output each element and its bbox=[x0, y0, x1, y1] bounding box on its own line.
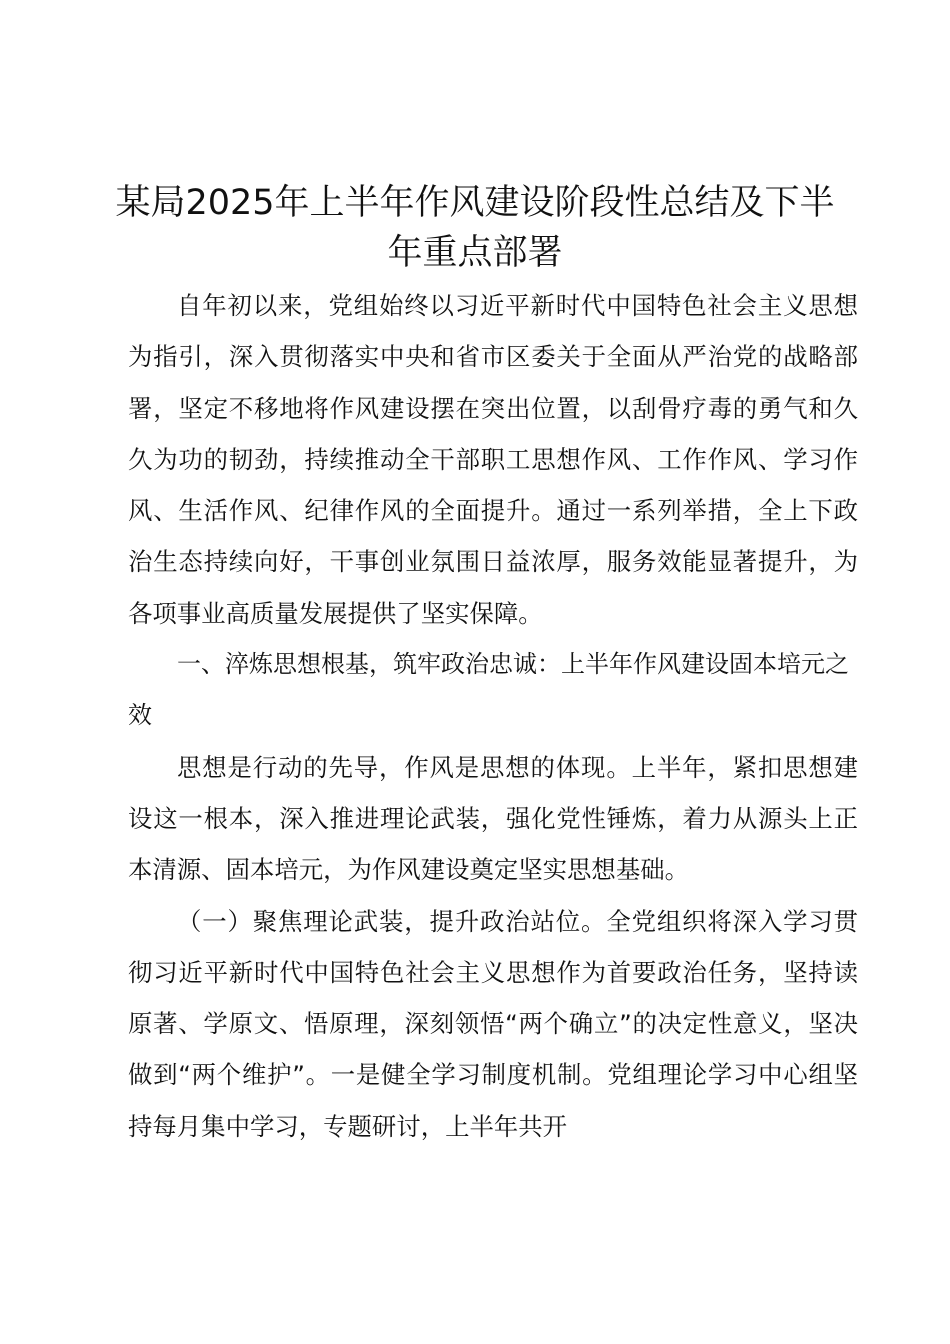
document-body bbox=[128, 280, 858, 1152]
intro-paragraph: 自年初以来，党组始终以习近平新时代中国特色社会主义思想为指引，深入贯彻落实中央和省市区委关于全面从严治党的战略部署，坚定不移地将作风建设摆在突出位置，以刮骨疗毒的勇气和久久为功的韧劲，持续推动全干部职工思想作风、工作作风、学习作风、生活作风、纪律作风的全面提升。通过一系列举措，全上下政治生态持续向好，干事创业氛围日益浓厚，服务效能显著提升，为各项事业高质量发展提供了坚实保障。 bbox=[128, 291, 858, 628]
section-1-paragraph: 思想是行动的先导，作风是思想的体现。上半年，紧扣思想建设这一根本，深入推进理论武装，强化党性锤炼，着力从源头上正本清源、固本培元，为作风建设奠定坚实思想基础。 bbox=[128, 752, 858, 885]
section-heading-1: 一、淬炼思想根基，筑牢政治忠诚：上半年作风建设固本培元之效 bbox=[128, 650, 849, 730]
document-title: 某局2025年上半年作风建设阶段性总结及下半年重点部署 bbox=[115, 183, 835, 274]
subsection-1-paragraph: （一）聚焦理论武装，提升政治站位。全党组织将深入学习贯彻习近平新时代中国特色社会主义思想作为首要政治任务，坚持读原著、学原文、悟原理，深刻领悟“两个确立”的决定性意义，坚决做到“两个维护”。一是健全学习制度机制。党组理论学习中心组坚持每月集中学习，专题研讨，上半年共开 bbox=[128, 906, 858, 1141]
